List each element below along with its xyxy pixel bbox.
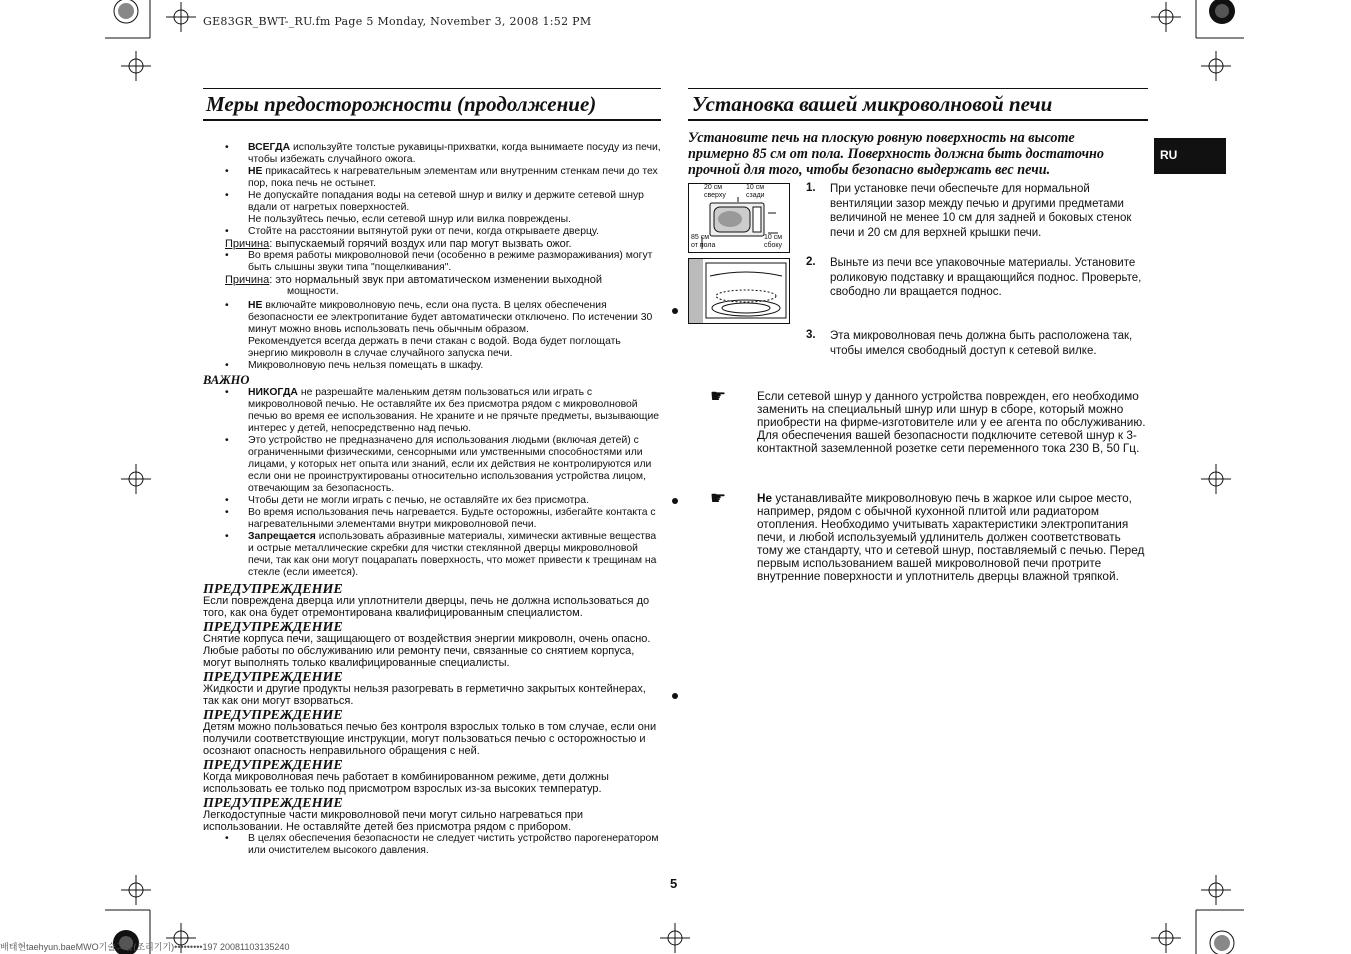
step-number: 3. xyxy=(806,329,816,341)
warning-text: Детям можно пользоваться печью без контроля взрослых только в том случае, если они получили соответствующие инструкции, могут пользоваться печью с осторожностью и осознают опасность неправильного обращения с ней. xyxy=(203,721,657,757)
warning-text: Легкодоступные части микроволновой печи могут сильно нагреваться при использовании. Не оставляйте детей без присмотра рядом с прибором. xyxy=(203,809,584,833)
clearance-label-top: 20 см сверху xyxy=(704,184,726,199)
list-item: • Во время использования печь нагревается. Будьте осторожны, избегайте контакта с нагревательными элементами внутри микроволновой печи. xyxy=(203,507,663,531)
clearance-label-floor: 85 см от пола xyxy=(691,234,716,249)
list-item: • Не допускайте попадания воды на сетевой шнур и вилку и держите сетевой шнур вдали от нагретых поверхностей. xyxy=(203,190,663,214)
list-item: • НЕ прикасайтесь к нагревательным элементам или внутренним стенкам печи до тех пор, пока печь не остынет. xyxy=(203,166,663,190)
warning-heading: ПРЕДУПРЕЖДЕНИЕ xyxy=(203,620,343,635)
warning-text: Если повреждена дверца или уплотнители дверцы, печь не должна использоваться до того, как она будет отремонтирована квалифицированным специалистом. xyxy=(203,595,650,619)
step-number: 1. xyxy=(806,182,816,194)
reason-line: Причина: это нормальный звук при автоматическом изменении выходной xyxy=(225,274,603,286)
warning-heading: ПРЕДУПРЕЖДЕНИЕ xyxy=(203,670,343,685)
install-intro: Установите печь на плоскую ровную поверхность на высоте примерно 85 см от пола. Поверхность должна быть достаточно прочной для того, чтобы безопасно выдержать вес печи. xyxy=(688,130,1105,178)
list-item: • НЕ включайте микроволновую печь, если она пуста. В целях обеспечения безопасности ее электропитание будет автоматически отключено. По истечении 30 минут можно вновь использовать печь обычным образом. xyxy=(203,300,663,336)
turntable-diagram xyxy=(688,258,790,324)
pointing-hand-icon: ☛ xyxy=(710,488,727,508)
clearance-label-side: 10 см сбоку xyxy=(764,234,783,249)
step-text: Эта микроволновая печь должна быть расположена так, чтобы имелся свободный доступ к сетевой вилке. xyxy=(830,330,1133,357)
note-placement: Не устанавливайте микроволновую печь в жаркое или сырое место, например, рядом с обычной кухонной плитой или радиатором отопления. Необходимо учитывать характеристики электропитания печи, и любой используемый удлинитель должен соответствовать тому же стандарту, что и сетевой шнур, поставляемый с печью. Перед первым использованием вашей микроволновой печи протрите внутренние поверхности и уплотнитель дверцы влажной тряпкой. xyxy=(757,491,1145,583)
warning-text: Когда микроволновая печь работает в комбинированном режиме, дети должны использовать ее только под присмотром взрослых из-за высоких температур. xyxy=(203,771,609,795)
list-item: • Микроволновую печь нельзя помещать в шкафу. xyxy=(203,360,663,372)
reason-line: Причина: выпускаемый горячий воздух или пар могут вызвать ожог. xyxy=(225,238,572,250)
binding-dot xyxy=(672,693,678,699)
list-item: • ВСЕГДА используйте толстые рукавицы-прихватки, когда вынимаете посуду из печи, чтобы избежать случайного ожога. xyxy=(203,142,663,166)
list-item: • В целях обеспечения безопасности не следует чистить устройство парогенератором или очистителем высокого давления. xyxy=(203,833,663,857)
list-item: • Чтобы дети не могли играть с печью, не оставляйте их без присмотра. xyxy=(203,495,663,507)
binding-dot xyxy=(672,498,678,504)
clearance-label-back: 10 см сзади xyxy=(746,184,765,199)
left-page-title: Меры предосторожности (продолжение) xyxy=(206,92,597,116)
list-item: • НИКОГДА не разрешайте маленьким детям пользоваться или играть с микроволновой печью. Не оставляйте их без присмотра рядом с микроволновой печью во время ее использования. Не храните и не прячьте предметы, вызывающие интерес у детей, непосредственно над печью. xyxy=(203,387,663,435)
important-heading: ВАЖНО xyxy=(203,373,250,387)
list-item: • Это устройство не предназначено для использования людьми (включая детей) с ограниченными физическими, сенсорными или умственными способностями или лицами, у которых нет опыта или знаний, если их действия не контролируются или если они не проинструктированы относительно использования устройства лицом, отвечающим за безопасность. xyxy=(203,435,663,495)
print-footer: 배태현taehyun.baeMWO기술그룹(조리기기)•••••••••197 20081103135240 xyxy=(0,942,290,952)
warning-heading: ПРЕДУПРЕЖДЕНИЕ xyxy=(203,796,343,811)
reason-continuation: мощности. xyxy=(287,286,339,297)
step-number: 2. xyxy=(806,256,816,268)
list-item: • Стойте на расстоянии вытянутой руки от печи, когда открываете дверцу. xyxy=(203,226,663,238)
warning-heading: ПРЕДУПРЕЖДЕНИЕ xyxy=(203,708,343,723)
warning-text: Снятие корпуса печи, защищающего от воздействия энергии микроволн, очень опасно. Любые работы по обслуживанию или ремонту печи, связанные со снятием корпуса, могут выполнять только квалифицированные специалисты. xyxy=(203,633,651,669)
warning-heading: ПРЕДУПРЕЖДЕНИЕ xyxy=(203,758,343,773)
file-info-line: GE83GR_BWT-_RU.fm Page 5 Monday, November 3, 2008 1:52 PM xyxy=(203,15,592,28)
language-tab: RU xyxy=(1154,138,1226,174)
binding-dot xyxy=(672,308,678,314)
step-text: Выньте из печи все упаковочные материалы. Установите роликовую подставку и вращающийся поднос. Проверьте, свободно ли вращается поднос. xyxy=(830,257,1142,298)
left-content xyxy=(203,142,663,857)
warning-text: Жидкости и другие продукты нельзя разогревать в герметично закрытых контейнерах, так как они могут взорваться. xyxy=(203,683,646,707)
warning-heading: ПРЕДУПРЕЖДЕНИЕ xyxy=(203,582,343,597)
left-title-top-rule xyxy=(203,88,661,89)
step-text: При установке печи обеспечьте для нормальной вентиляции зазор между печью и другими предметами величиной не менее 10 см для задней и боковых стенок печи и 20 см для верхней крышки печи. xyxy=(830,183,1132,239)
note-power-cord: Если сетевой шнур у данного устройства поврежден, его необходимо заменить на специальный шнур или шнур в сборе, который можно приобрести на фирме-изготовителе или у ее агента по обслуживанию. Для обеспечения вашей безопасности подключите сетевой шнур к 3-контактной заземленной розетке сети переменного тока 230 В, 50 Гц. xyxy=(757,389,1146,455)
list-item-continuation: Не пользуйтесь печью, если сетевой шнур или вилка повреждены. xyxy=(248,214,571,225)
right-title-top-rule xyxy=(688,88,1148,89)
left-title-rule xyxy=(203,119,661,121)
right-page-title: Установка вашей микроволновой печи xyxy=(692,92,1053,116)
pointing-hand-icon: ☛ xyxy=(710,386,727,406)
right-title-rule xyxy=(688,119,1148,121)
page-number: 5 xyxy=(670,876,678,891)
list-item: • Запрещается использовать абразивные материалы, химически активные вещества и острые металлические скребки для чистки стеклянной дверцы микроволновой печи, так как они могут поцарапать поверхность, что может привести к трещинам на стекле (если имеется). xyxy=(203,531,663,579)
list-item-continuation: Рекомендуется всегда держать в печи стакан с водой. Вода будет поглощать энергию микроволн в случае случайного запуска печи. xyxy=(248,336,621,359)
list-item: • Во время работы микроволновой печи (особенно в режиме размораживания) могут быть слышны звуки типа "пощелкивания". xyxy=(203,250,663,274)
